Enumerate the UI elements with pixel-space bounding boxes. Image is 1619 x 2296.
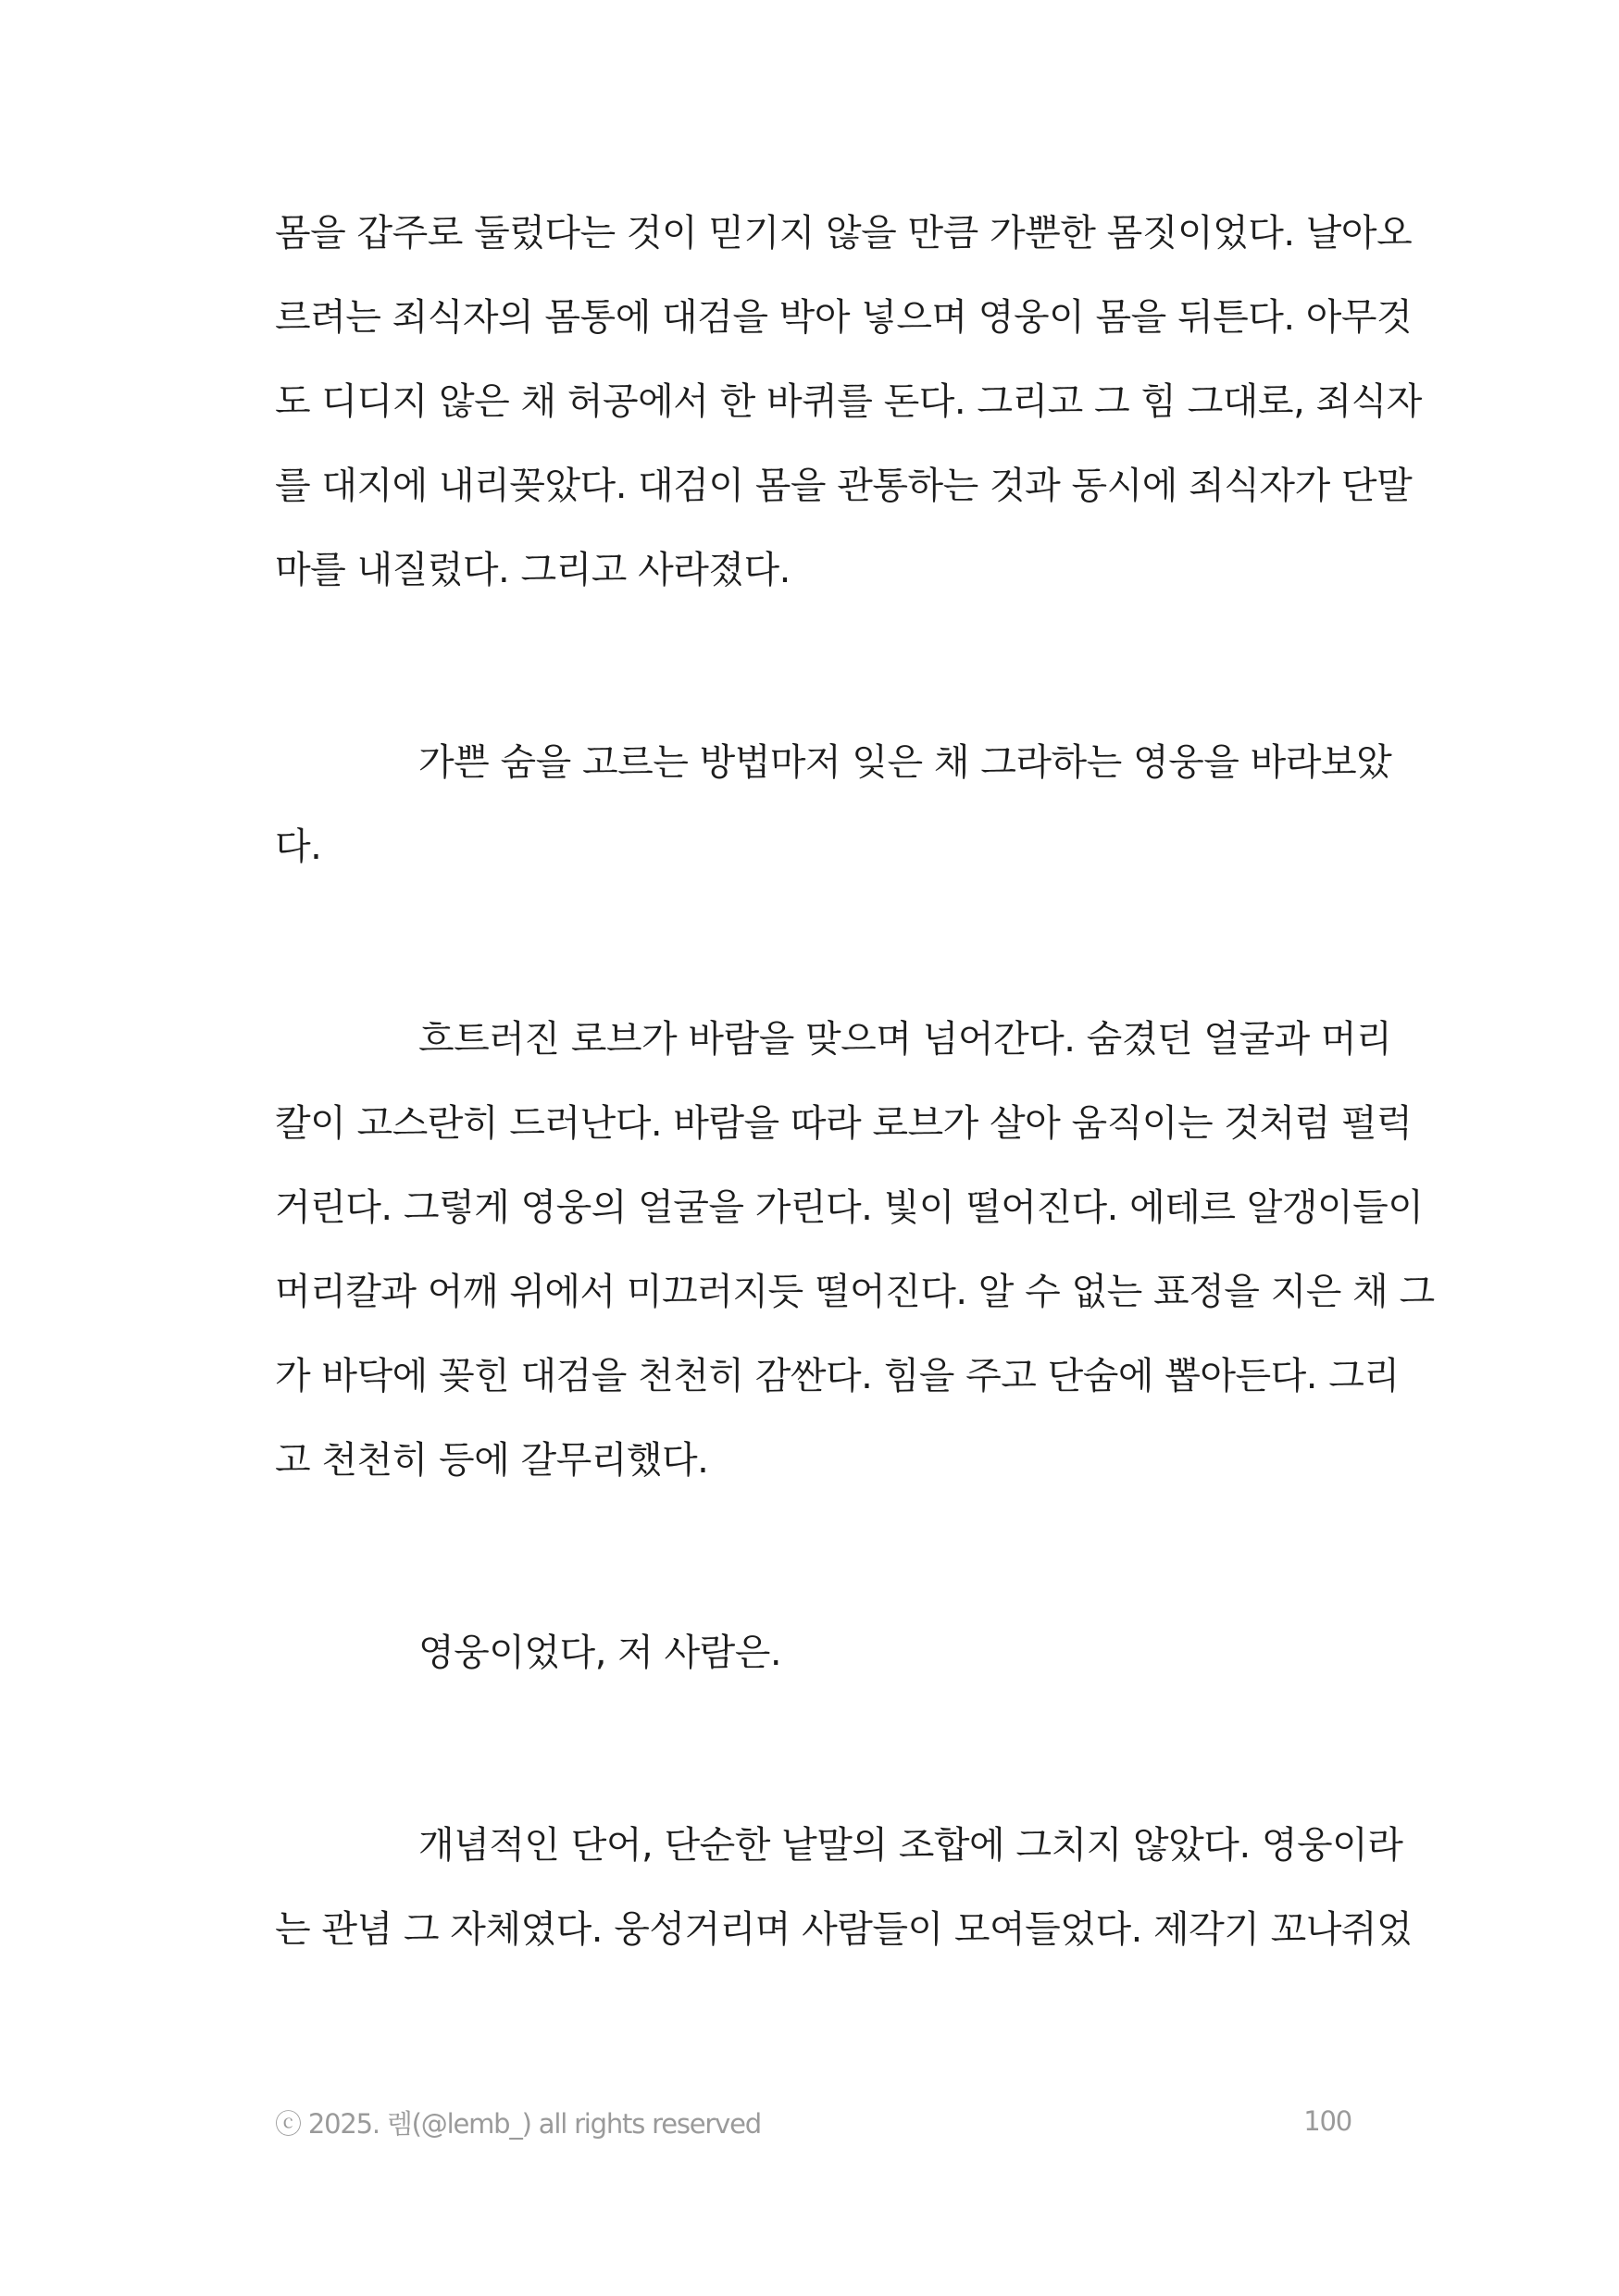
paragraph-gap <box>275 1517 1351 1625</box>
text-body <box>275 205 1435 1986</box>
text-line: 영웅이었다, 저 사람은. <box>418 1632 782 1674</box>
text-line: 가 바닥에 꽂힌 대검을 천천히 감싼다. 힘을 주고 단숨에 뽑아든다. 그리 <box>275 1355 1400 1397</box>
paragraph <box>275 1818 1413 1986</box>
text-line: 르려는 죄식자의 몸통에 대검을 박아 넣으며 영웅이 몸을 뒤튼다. 아무것 <box>275 296 1413 339</box>
text-line: 머리칼과 어깨 위에서 미끄러지듯 떨어진다. 알 수 없는 표정을 지은 채 그 <box>275 1271 1435 1313</box>
text-line: 가쁜 숨을 고르는 방법마저 잊은 채 그라하는 영웅을 바라보았 <box>418 741 1392 784</box>
text-line: 는 관념 그 자체였다. 웅성거리며 사람들이 모여들었다. 제각기 꼬나쥐었 <box>275 1908 1413 1951</box>
paragraph-gap <box>275 1709 1351 1818</box>
page-footer <box>275 2104 1351 2144</box>
paragraph <box>275 1011 1435 1517</box>
paragraph-gap <box>275 903 1351 1011</box>
text-line: 흐트러진 로브가 바람을 맞으며 넘어간다. 숨겼던 얼굴과 머리 <box>418 1018 1392 1061</box>
paragraph <box>275 205 1422 627</box>
paragraph <box>275 1625 1351 1709</box>
text-line: 도 디디지 않은 채 허공에서 한 바퀴를 돈다. 그리고 그 힘 그대로, 죄식자 <box>275 380 1422 423</box>
paragraph-gap <box>275 627 1351 735</box>
copyright-notice: ⓒ 2025. 렘(@lemb_) all rights reserved <box>275 2108 761 2140</box>
text-line: 를 대지에 내리꽂았다. 대검이 몸을 관통하는 것과 동시에 죄식자가 단말 <box>275 465 1413 507</box>
text-line: 고 천천히 등에 갈무리했다. <box>275 1439 709 1482</box>
text-line: 개념적인 단어, 단순한 낱말의 조합에 그치지 않았다. 영웅이라 <box>418 1824 1403 1867</box>
text-line: 몸을 갑주로 둘렀다는 것이 믿기지 않을 만큼 가뿐한 몸짓이었다. 날아오 <box>275 212 1413 254</box>
page-number: 100 <box>1303 2105 1351 2137</box>
text-line: 칼이 고스란히 드러난다. 바람을 따라 로브가 살아 움직이는 것처럼 펄럭 <box>275 1102 1413 1145</box>
text-line: 거린다. 그렇게 영웅의 얼굴을 가린다. 빛이 떨어진다. 에테르 알갱이들이 <box>275 1186 1424 1229</box>
paragraph <box>275 735 1392 903</box>
text-line: 마를 내질렀다. 그리고 사라졌다. <box>275 549 791 591</box>
text-line: 다. <box>275 825 322 868</box>
